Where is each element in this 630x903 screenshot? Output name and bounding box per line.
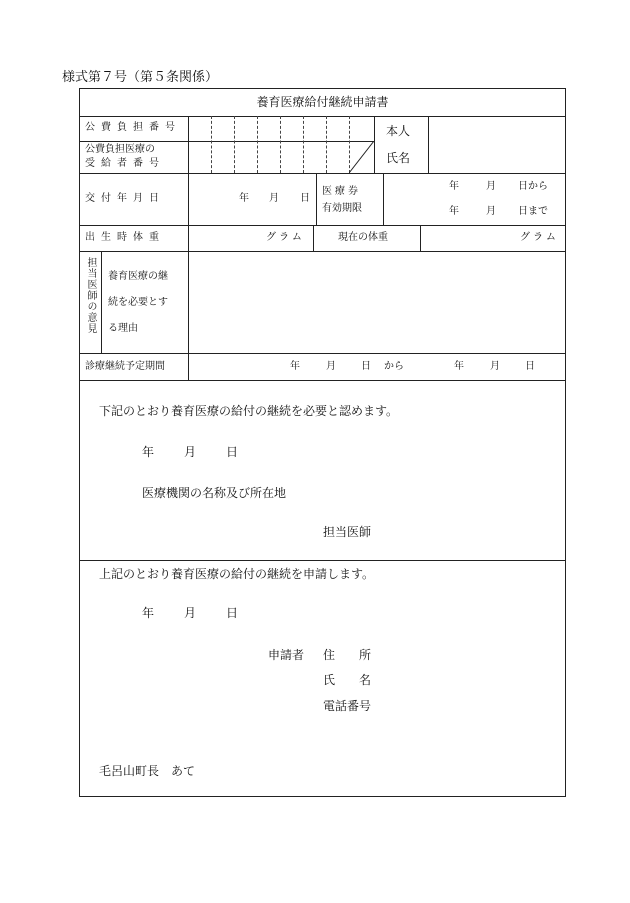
form-title: 養育医療給付継続申請書 — [256, 95, 389, 109]
recipient-no-label-1: 公費負担医療の — [85, 144, 155, 155]
applicant-date-month: 月 — [184, 606, 197, 620]
doctor-date-month: 月 — [184, 445, 197, 459]
issue-year-unit: 年 — [239, 193, 249, 204]
period-end-day: 日 — [525, 361, 535, 372]
valid-until-month: 月 — [486, 206, 496, 217]
applicant-name-label: 氏 名 — [323, 673, 372, 687]
reason-label-1: 養育医療の継 — [108, 271, 168, 282]
period-end-year: 年 — [454, 361, 464, 372]
name-label: 氏名 — [386, 151, 411, 165]
valid-from-year: 年 — [449, 181, 459, 192]
public-payer-no-label: 公費負担番号 — [85, 122, 181, 133]
applicant-address-label: 住 所 — [323, 648, 372, 662]
period-label: 診療継続予定期間 — [85, 361, 165, 372]
recipient-no-label-2: 受給者番号 — [85, 158, 165, 169]
applicant-date-day: 日 — [226, 606, 239, 620]
birth-weight-label: 出生時体重 — [85, 232, 165, 243]
valid-from-day: 日から — [518, 181, 548, 192]
institution-label: 医療機関の名称及び所在地 — [142, 486, 287, 500]
valid-until-year: 年 — [449, 206, 459, 217]
current-weight-label: 現在の体重 — [338, 232, 388, 243]
current-weight-unit: グラム — [520, 232, 559, 243]
birth-weight-unit: グラム — [266, 232, 305, 243]
issue-date-label: 交付年月日 — [85, 193, 165, 204]
applicant-date-year: 年 — [142, 606, 155, 620]
period-from: から — [384, 361, 404, 372]
slash-mark — [349, 141, 374, 173]
applicant-statement: 上記のとおり養育医療の給付の継続を申請します。 — [99, 567, 375, 581]
applicant-phone-label: 電話番号 — [323, 699, 372, 713]
doctor-statement: 下記のとおり養育医療の給付の継続を必要と認めます。 — [99, 404, 399, 418]
period-start-month: 月 — [326, 361, 336, 372]
cert-label-2: 有効期限 — [322, 203, 362, 214]
cert-label-1: 医療券 — [322, 186, 361, 197]
doctor-date-day: 日 — [226, 445, 239, 459]
reason-label-2: 続を必要とす — [108, 297, 168, 308]
period-start-year: 年 — [290, 361, 300, 372]
doctor-opinion-label: 担当医師の意見 — [85, 257, 96, 334]
valid-until-day: 日まで — [518, 206, 548, 217]
applicant-label: 申請者 — [268, 648, 305, 662]
period-start-day: 日 — [361, 361, 371, 372]
valid-from-month: 月 — [486, 181, 496, 192]
reason-label-3: る理由 — [108, 323, 138, 334]
period-end-month: 月 — [490, 361, 500, 372]
issue-day-unit: 日 — [300, 193, 310, 204]
addressee: 毛呂山町長 あて — [99, 764, 196, 778]
issue-month-unit: 月 — [269, 193, 279, 204]
person-label: 本人 — [386, 124, 411, 138]
form-reference: 様式第７号（第５条関係） — [62, 70, 219, 85]
doctor-date-year: 年 — [142, 445, 155, 459]
doctor-label: 担当医師 — [323, 525, 372, 539]
